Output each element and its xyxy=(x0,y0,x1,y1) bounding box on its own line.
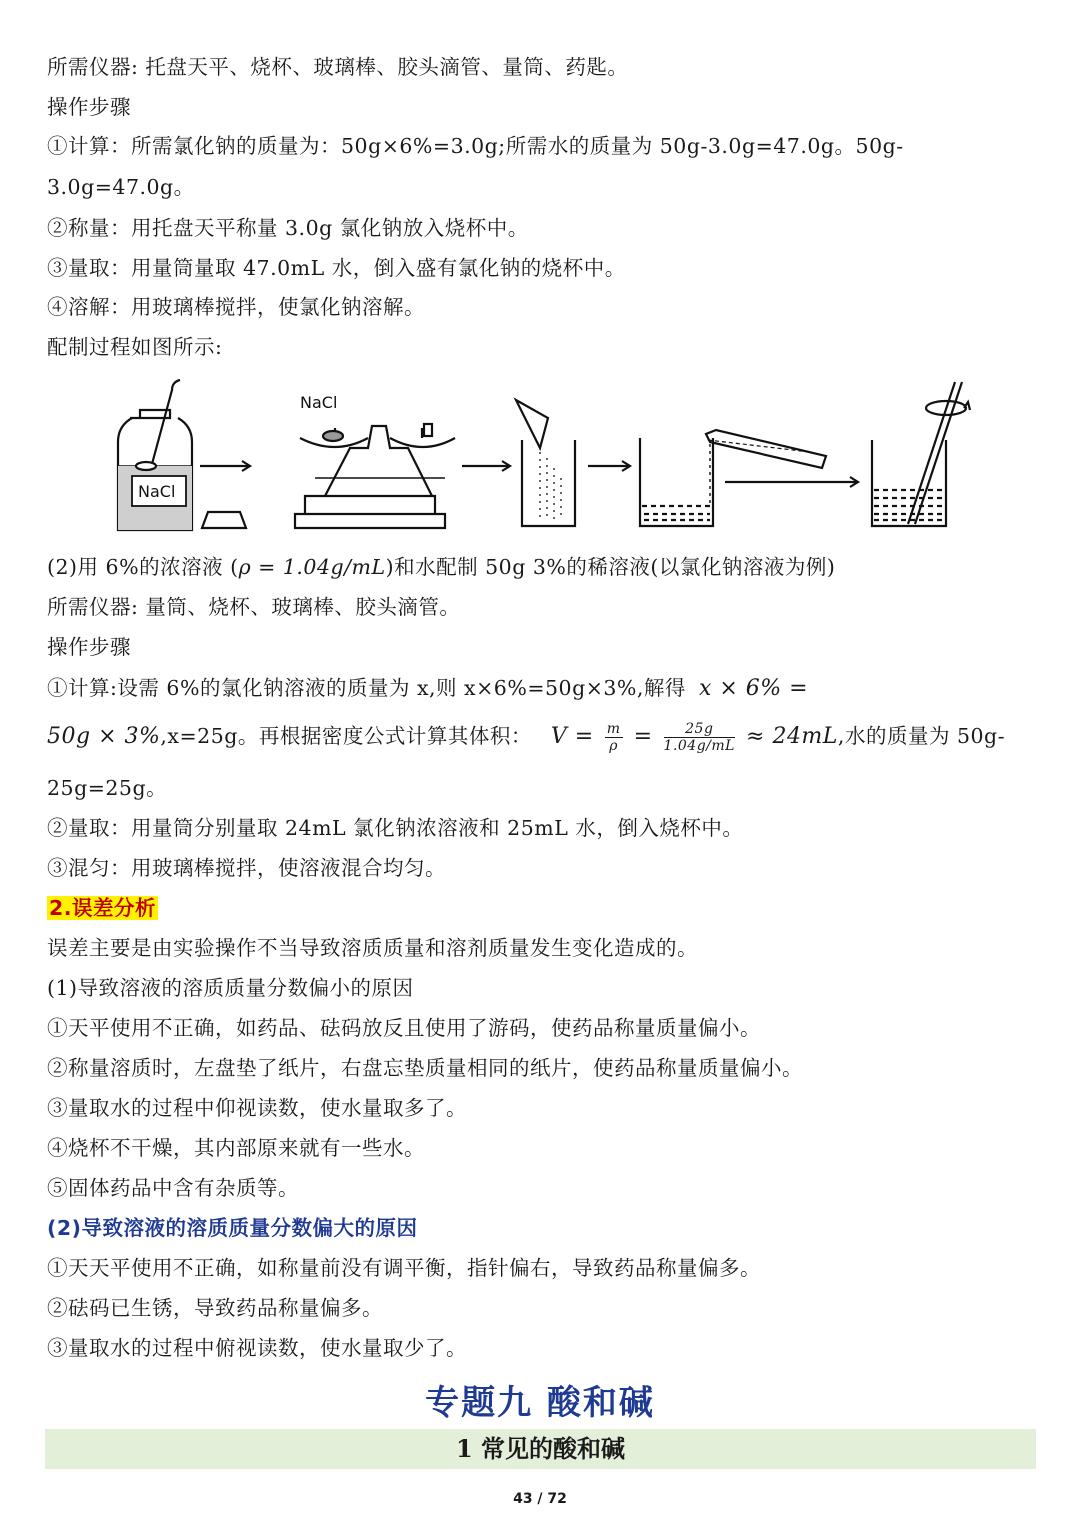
text-line: ②称量：用托盘天平称量 3.0g 氯化钠放入烧杯中。 xyxy=(47,216,529,240)
text-span: ,水的质量为 50g- xyxy=(837,724,1006,748)
text-line: ①计算：所需氯化钠的质量为：50g×6%=3.0g;所需水的质量为 50g-3.0g=47.0g。50g- xyxy=(47,134,904,158)
arrow-icon xyxy=(588,461,630,471)
beaker-with-cylinder xyxy=(640,430,826,526)
beaker-stirring xyxy=(872,382,970,526)
text-line: ③混匀：用玻璃棒搅拌，使溶液混合均匀。 xyxy=(47,856,446,880)
section-title-highlight: 2.误差分析 xyxy=(49,896,157,920)
fraction-numerator: 25g xyxy=(664,721,735,738)
math-inline: ≈ 24mL xyxy=(746,724,838,749)
text-line: ④溶解：用玻璃棒搅拌，使氯化钠溶解。 xyxy=(47,295,425,319)
text-line xyxy=(47,673,1037,704)
section-band: 1 常见的酸和碱 xyxy=(45,1429,1036,1469)
text-line: 操作步骤 xyxy=(47,635,131,659)
text-line: 3.0g=47.0g。 xyxy=(47,175,195,199)
text-span: (2)用 6%的浓溶液 ( xyxy=(47,555,239,579)
arrow-icon xyxy=(725,477,858,487)
text-line: 25g=25g。 xyxy=(47,776,168,800)
list-item: ①天平使用不正确，如药品、砝码放反且使用了游码，使药品称量质量偏小。 xyxy=(47,1016,761,1040)
chapter-title: 专题九 酸和碱 xyxy=(425,1383,655,1423)
bottle-stopper xyxy=(202,512,246,528)
text-line: ②量取：用量筒分别量取 24mL 氯化钠浓溶液和 25mL 水，倒入烧杯中。 xyxy=(47,816,744,840)
text-line xyxy=(47,716,1037,757)
list-item: ④烧杯不干燥，其内部原来就有一些水。 xyxy=(47,1136,425,1160)
list-item: ①天天平使用不正确，如称量前没有调平衡，指针偏右，导致药品称量偏多。 xyxy=(47,1256,761,1280)
math-inline: = xyxy=(633,724,653,749)
list-item: ⑤固体药品中含有杂质等。 xyxy=(47,1176,299,1200)
text-line: 所需仪器: 托盘天平、烧杯、玻璃棒、胶头滴管、量筒、药匙。 xyxy=(47,55,629,79)
math-inline: ρ = 1.04g/mL xyxy=(238,555,386,579)
list-item: ③量取水的过程中仰视读数，使水量取多了。 xyxy=(47,1096,467,1120)
text-line: (1)导致溶液的溶质质量分数偏小的原因 xyxy=(47,976,414,1000)
section-heading xyxy=(47,893,1037,923)
fraction-denominator: ρ xyxy=(609,738,619,754)
text-line: 误差主要是由实验操作不当导致溶质质量和溶剂质量发生变化造成的。 xyxy=(47,936,698,960)
text-line xyxy=(47,552,1037,582)
balance-label: NaCl xyxy=(300,393,338,412)
list-item: ③量取水的过程中俯视读数，使水量取少了。 xyxy=(47,1336,467,1360)
text-line: 所需仪器: 量筒、烧杯、玻璃棒、胶头滴管。 xyxy=(47,595,461,619)
balance-scale xyxy=(295,393,455,528)
fraction-25g-over-density xyxy=(664,721,735,754)
list-item: ②砝码已生锈，导致药品称量偏多。 xyxy=(47,1296,383,1320)
reagent-bottle xyxy=(118,380,192,530)
arrow-icon xyxy=(200,461,250,471)
fraction-numerator: m xyxy=(606,721,621,737)
text-line: 配制过程如图所示: xyxy=(47,335,223,359)
text-span: )和水配制 50g 3%的稀溶液(以氯化钠溶液为例) xyxy=(385,555,836,579)
text-line: 操作步骤 xyxy=(47,95,131,119)
text-line: ③量取：用量筒量取 47.0mL 水，倒入盛有氯化钠的烧杯中。 xyxy=(47,256,626,280)
beaker-with-solid xyxy=(516,400,575,526)
subsection-heading: (2)导致溶液的溶质质量分数偏大的原因 xyxy=(47,1216,418,1240)
math-inline: V = xyxy=(550,724,594,749)
text-span: ,x=25g。再根据密度公式计算其体积： xyxy=(160,724,532,748)
fraction-m-over-rho xyxy=(605,721,623,754)
list-item: ②称量溶质时，左盘垫了纸片，右盘忘垫质量相同的纸片，使药品称量质量偏小。 xyxy=(47,1056,803,1080)
page-number: 43 / 72 xyxy=(513,1491,567,1507)
fraction-denominator: 1.04g/mL xyxy=(663,738,735,754)
math-inline: 50g × 3% xyxy=(47,724,161,749)
bottle-label: NaCl xyxy=(138,482,176,501)
preparation-process-figure xyxy=(110,378,990,538)
math-inline: x × 6% = xyxy=(698,676,809,701)
arrow-icon xyxy=(462,461,510,471)
text-span: ①计算:设需 6%的氯化钠溶液的质量为 x,则 x×6%=50g×3%,解得 xyxy=(47,676,686,700)
